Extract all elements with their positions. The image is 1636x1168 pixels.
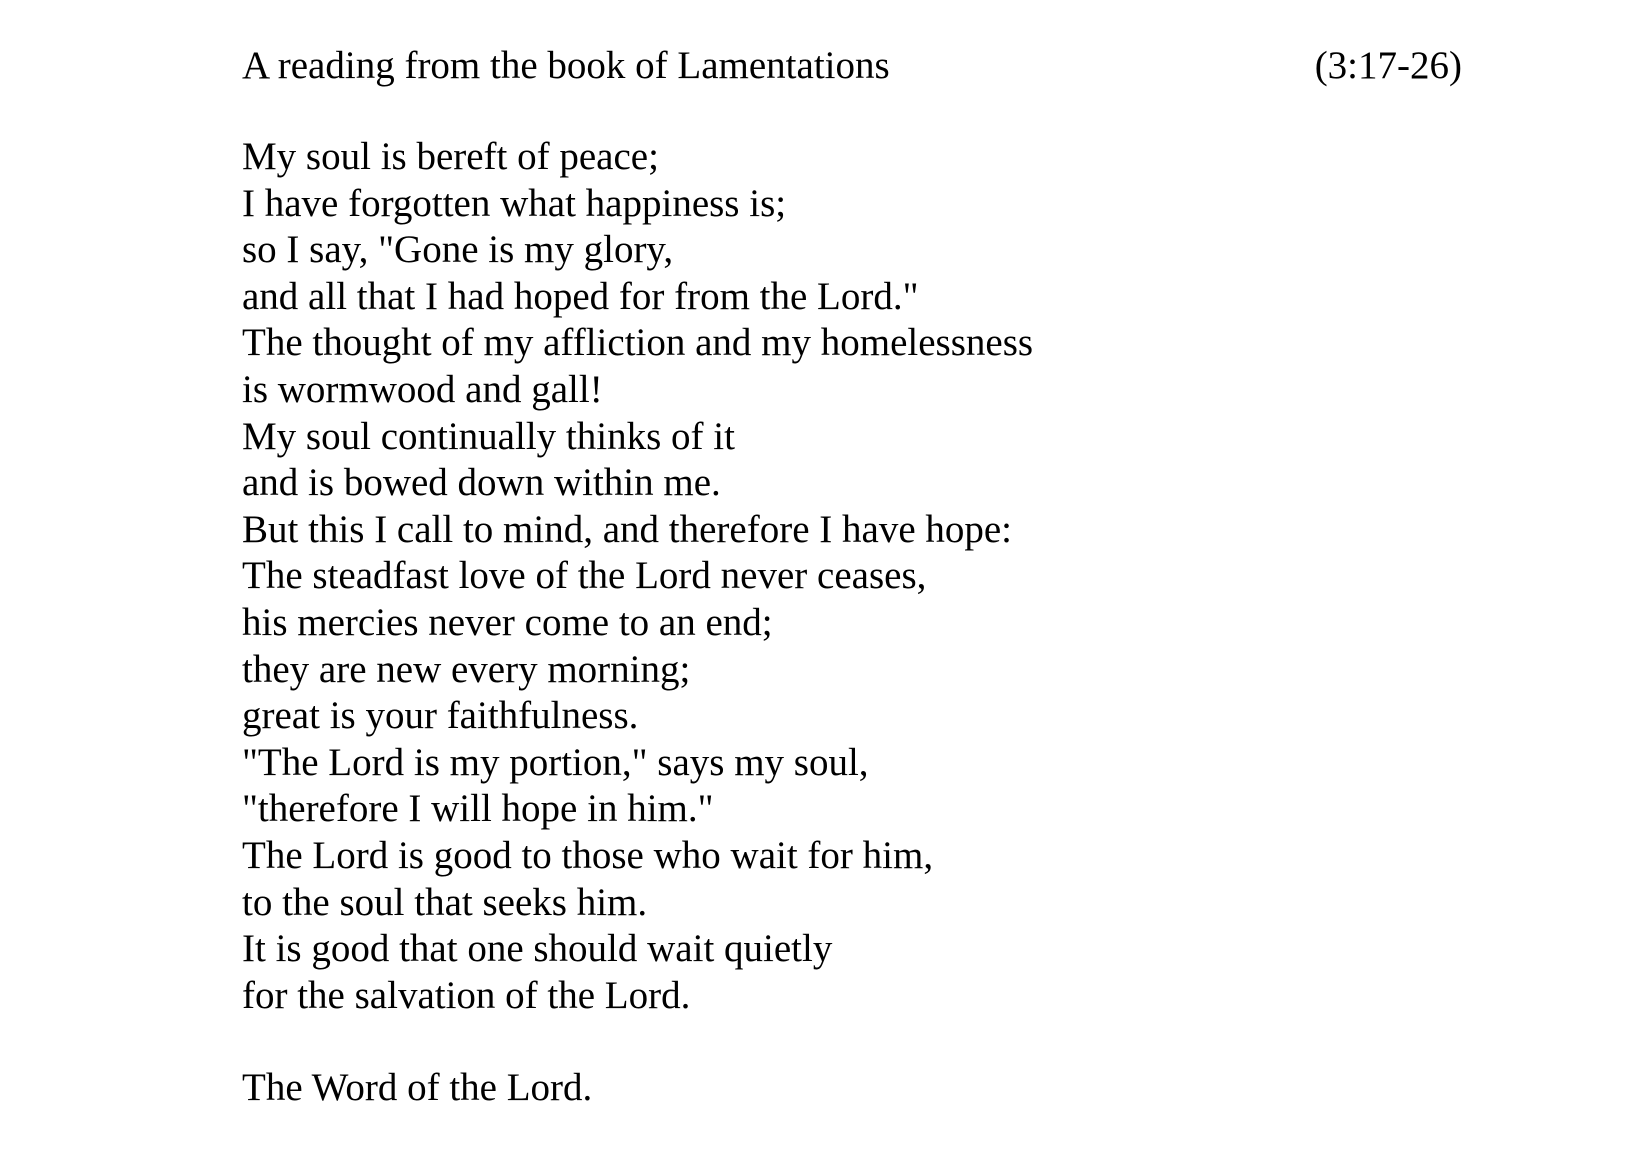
verse-line: The thought of my affliction and my homelessness <box>242 321 1034 365</box>
verse-line: I have forgotten what happiness is; <box>242 181 787 225</box>
verse-line: My soul continually thinks of it <box>242 414 735 458</box>
verse-line: so I say, "Gone is my glory, <box>242 228 674 272</box>
closing-acclamation: The Word of the Lord. <box>242 1066 593 1109</box>
verse-line: and all that I had hoped for from the Lord." <box>242 274 919 318</box>
verse-line: "therefore I will hope in him." <box>242 787 714 831</box>
verse-line: and is bowed down within me. <box>242 461 721 505</box>
verse-line: My soul is bereft of peace; <box>242 135 659 178</box>
verse-line: is wormwood and gall! <box>242 367 603 411</box>
reading-header <box>242 42 1462 90</box>
verse-line: they are new every morning; <box>242 647 691 691</box>
reading-text <box>242 134 1033 1019</box>
verse-line: The Lord is good to those who wait for him, <box>242 833 934 877</box>
scripture-citation: (3:17-26) <box>1314 44 1462 87</box>
reading-page <box>242 42 1462 1109</box>
reading-title: A reading from the book of Lamentations <box>242 44 890 87</box>
verse-line: But this I call to mind, and therefore I have hope: <box>242 507 1013 551</box>
verse-line: his mercies never come to an end; <box>242 600 773 644</box>
verse-line: The steadfast love of the Lord never ceases, <box>242 554 927 598</box>
verse-line: great is your faithfulness. <box>242 694 639 738</box>
verse-line: for the salvation of the Lord. <box>242 973 691 1017</box>
verse-line: to the soul that seeks him. <box>242 880 648 924</box>
verse-line: "The Lord is my portion," says my soul, <box>242 740 869 784</box>
verse-line: It is good that one should wait quietly <box>242 927 833 971</box>
